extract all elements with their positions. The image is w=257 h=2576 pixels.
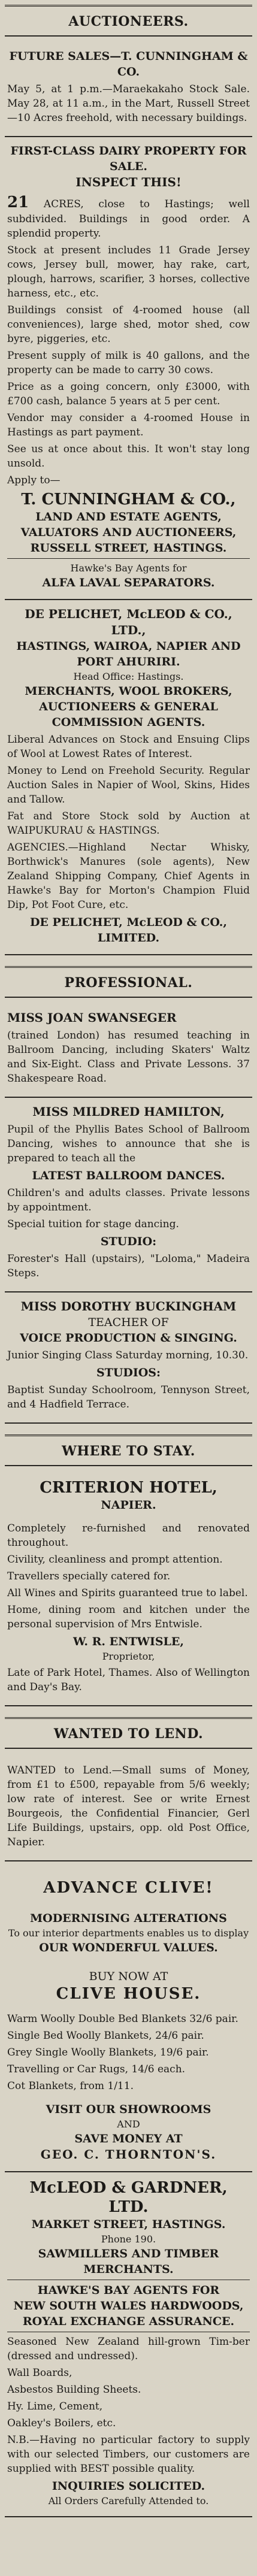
section-title-professional: PROFESSIONAL.: [5, 966, 252, 998]
mcleod-gardner-name: McLEOD & GARDNER, LTD.: [29, 2179, 228, 2216]
dairy-price: Price as a going concern, only £3000, with £700 cash, balance 5 years at 5 per cent.: [7, 381, 250, 407]
latest-ballroom: LATEST BALLROOM DANCES.: [32, 1169, 225, 1182]
hotel-body-1: Completely re-furnished and renovated throughout.: [7, 1522, 250, 1549]
section-title-where-to-stay: WHERE TO STAY.: [5, 1434, 252, 1466]
blanket-item-3: Grey Single Woolly Blankets, 19/6 pair.: [7, 2047, 209, 2059]
ad-buckingham: [5, 1292, 252, 1424]
money-to-lend: Money to Lend on Freehold Security. Regular Auction Sales in Napier of Wool, Skins, Hides and Tallow.: [7, 765, 250, 806]
future-sales-body: May 5, at 1 p.m.—Maraekakaho Stock Sale. May 28, at 11 a.m., in the Mart, Russell Street—10 Acres freehold, with necessary buildings.: [7, 83, 250, 124]
royal-exchange: ROYAL EXCHANGE ASSURANCE.: [22, 2315, 235, 2328]
hamilton-body: Pupil of the Phyllis Bates School of Ballroom Dancing, wishes to announce that she is prepared to teach all the: [7, 1124, 250, 1164]
save-money: SAVE MONEY AT: [74, 2132, 183, 2145]
hawkes-bay-agents: Hawke's Bay Agents for: [70, 562, 187, 574]
studio-address: Forester's Hall (upstairs), "Loloma," Madeira Steps.: [7, 1253, 250, 1279]
teacher-of: TEACHER OF: [88, 1316, 169, 1329]
ad-wanted-to-lend: [5, 1755, 252, 1861]
dairy-intro: [7, 193, 250, 241]
ad-hamilton: [5, 1098, 252, 1292]
timber-5: Oakley's Boilers, etc.: [7, 2417, 116, 2429]
mcleod-phone: Phone 190.: [101, 2233, 156, 2245]
dairy-vendor: Vendor may consider a 4-roomed House in Hastings as part payment.: [7, 412, 250, 438]
hotel-body-3: Travellers specially catered for.: [7, 1570, 171, 1582]
dairy-buildings: Buildings consist of 4-roomed house (all conveniences), large shed, motor shed, cow byre, piggeries, etc.: [7, 304, 250, 345]
swanseger-name: MISS JOAN SWANSEGER: [7, 1010, 177, 1025]
dairy-headline: FIRST-CLASS DAIRY PROPERTY FOR SALE.: [10, 144, 247, 173]
timber-2: Wall Boards,: [7, 2367, 72, 2379]
spacer: [7, 1513, 250, 1519]
clive-house-name: CLIVE HOUSE.: [56, 1985, 201, 2003]
alfa-laval: ALFA LAVAL SEPARATORS.: [42, 576, 215, 589]
dairy-intro-text: ACRES, close to Hastings; well subdivided. Buildings in good order. A splendid property.: [7, 198, 250, 240]
timber-4: Hy. Lime, Cement,: [7, 2401, 103, 2412]
ad-criterion-hotel: [5, 1472, 252, 1706]
hamilton-body-3: Special tuition for stage dancing.: [7, 1218, 179, 1230]
ad-future-sales: [5, 43, 252, 137]
apply-to: Apply to—: [7, 474, 61, 486]
fat-store: Fat and Store Stock sold by Auction at WAIPUKURAU & HASTINGS.: [7, 810, 250, 837]
nsw-hardwoods: NEW SOUTH WALES HARDWOODS,: [13, 2299, 244, 2312]
classified-column: [5, 0, 252, 2517]
depelichet-name: DE PELICHET, McLEOD & CO., LTD.,: [25, 607, 232, 637]
timber-3: Asbestos Building Sheets.: [7, 2384, 141, 2396]
agencies: AGENCIES.—Highland Nectar Whisky, Borthwick's Manures (sole agents), New Zealand Shipping Company, Chief Agents in Hawke's Bay for Morton's Champion Fluid Dip, Pot Foot Cure, etc.: [7, 841, 250, 911]
wonderful-values: OUR WONDERFUL VALUES.: [39, 1941, 218, 1954]
dairy-see-us: See us at once about this. It won't stay long unsold.: [7, 443, 250, 470]
hotel-body-5: Home, dining room and kitchen under the personal supervision of Mrs Entwisle.: [7, 1604, 250, 1630]
firm-line-1: LAND AND ESTATE AGENTS,: [35, 510, 222, 523]
mcleod-address: MARKET STREET, HASTINGS.: [31, 2218, 226, 2231]
buy-now-at: BUY NOW AT: [89, 1970, 168, 1983]
section-title-auctioneers: AUCTIONEERS.: [5, 5, 252, 37]
merchants: MERCHANTS, WOOL BROKERS, AUCTIONEERS & GENERAL COMMISSION AGENTS.: [25, 685, 232, 729]
sawmillers: SAWMILLERS AND TIMBER MERCHANTS.: [38, 2247, 219, 2276]
spacer: [7, 2096, 250, 2102]
inquiries-solicited: INQUIRIES SOLICITED.: [52, 2480, 205, 2493]
buckingham-name: MISS DOROTHY BUCKINGHAM: [20, 1299, 237, 1313]
spacer: [7, 2003, 250, 2009]
dairy-stock: Stock at present includes 11 Grade Jersey cows, Jersey bull, mower, hay rake, cart, plough, harrows, scarifier, 3 horses, collective harness, etc., etc.: [7, 244, 250, 299]
proprietor-line: Late of Park Hotel, Thames. Also of Wellington and Day's Bay.: [7, 1667, 250, 1693]
blanket-item-5: Cot Blankets, from 1/11.: [7, 2080, 134, 2092]
future-sales-heading: FUTURE SALES—T. CUNNINGHAM & CO.: [9, 50, 248, 78]
timber-1: Seasoned New Zealand hill-grown Tim-ber (dressed and undressed).: [7, 2336, 250, 2362]
dairy-supply: Present supply of milk is 40 gallons, and the property can be made to carry 30 cows.: [7, 350, 250, 376]
orders-attended: All Orders Carefully Attended to.: [48, 2495, 209, 2507]
agents-for: HAWKE'S BAY AGENTS FOR: [37, 2284, 220, 2297]
blanket-item-1: Warm Woolly Double Bed Blankets 32/6 pair.: [7, 2013, 238, 2025]
ad-mcleod-gardner: [5, 2172, 252, 2517]
hotel-body-2: Civility, cleanliness and prompt attention.: [7, 1554, 223, 1566]
to-our-departments: To our interior departments enables us to display: [8, 1927, 249, 1939]
ad-dairy-property: [5, 137, 252, 600]
voice-production: VOICE PRODUCTION & SINGING.: [20, 1331, 237, 1345]
depelichet-places: HASTINGS, WAIROA, NAPIER AND PORT AHURIRI.: [16, 640, 241, 668]
and-word: AND: [117, 2118, 140, 2130]
proprietor-name: W. R. ENTWISLE,: [72, 1635, 185, 1648]
spacer: [7, 1956, 250, 1969]
modernising-alterations: MODERNISING ALTERATIONS: [30, 1912, 227, 1925]
studios-body: Baptist Sunday Schoolroom, Tennyson Street, and 4 Hadfield Terrace.: [7, 1384, 250, 1410]
section-title-wanted-to-lend: WANTED TO LEND.: [5, 1717, 252, 1749]
hotel-name: CRITERION HOTEL,: [40, 1479, 217, 1497]
hotel-town: NAPIER.: [101, 1499, 156, 1512]
divider: [7, 558, 250, 559]
hotel-body-4: All Wines and Spirits guaranteed true to label.: [7, 1587, 248, 1599]
blanket-item-2: Single Bed Woolly Blankets, 24/6 pair.: [7, 2030, 204, 2042]
nb-note: N.B.—Having no particular factory to supply with our selected Timbers, our customers are supplied with BEST possible quality.: [7, 2434, 250, 2475]
firm-name: T. CUNNINGHAM & CO.,: [21, 491, 236, 508]
studio-label: STUDIO:: [100, 1235, 157, 1248]
ad-swanseger: [5, 1004, 252, 1098]
proprietor-label: Proprietor,: [102, 1651, 155, 1662]
advance-clive-brand: ADVANCE CLIVE!: [43, 1879, 214, 1897]
hamilton-name: MISS MILDRED HAMILTON,: [32, 1104, 225, 1119]
hamilton-body-2: Children's and adults classes. Private lessons by appointment.: [7, 1187, 250, 1213]
head-office: Head Office: Hastings.: [73, 671, 184, 682]
depelichet-footer: DE PELICHET, McLEOD & CO., LIMITED.: [29, 916, 228, 945]
firm-line-2: VALUATORS AND AUCTIONEERS,: [20, 526, 237, 539]
dairy-lead-number: 21: [7, 193, 29, 211]
spacer: [7, 1897, 250, 1911]
wanted-to-lend-body: WANTED to Lend.—Small sums of Money, from £1 to £500, repayable from 5/6 weekly; low rate of interest. See or write Ernest Bourgeois, the Confidential Financier, Gerl Life Buildings, upstairs, opp. old Post Office, Napier.: [7, 1764, 250, 1848]
ad-de-pelichet: [5, 600, 252, 955]
liberal-advances: Liberal Advances on Stock and Ensuing Clips of Wool at Lowest Rates of Interest.: [7, 734, 250, 760]
swanseger-body: (trained London) has resumed teaching in Ballroom Dancing, including Skaters' Waltz and Six-Eight. Class and Private Lessons. 37 Shakespeare Road.: [7, 1030, 250, 1085]
blanket-item-4: Travelling or Car Rugs, 14/6 each.: [7, 2063, 186, 2075]
firm-line-3: RUSSELL STREET, HASTINGS.: [30, 541, 227, 555]
visit-showrooms: VISIT OUR SHOWROOMS: [46, 2103, 211, 2116]
inspect-this: INSPECT THIS!: [75, 175, 182, 189]
junior-class: Junior Singing Class Saturday morning, 10.30.: [7, 1349, 249, 1361]
thorntons: GEO. C. THORNTON'S.: [40, 2147, 217, 2162]
ad-clive-house: [5, 1861, 252, 2172]
studios-label: STUDIOS:: [96, 1366, 161, 1379]
